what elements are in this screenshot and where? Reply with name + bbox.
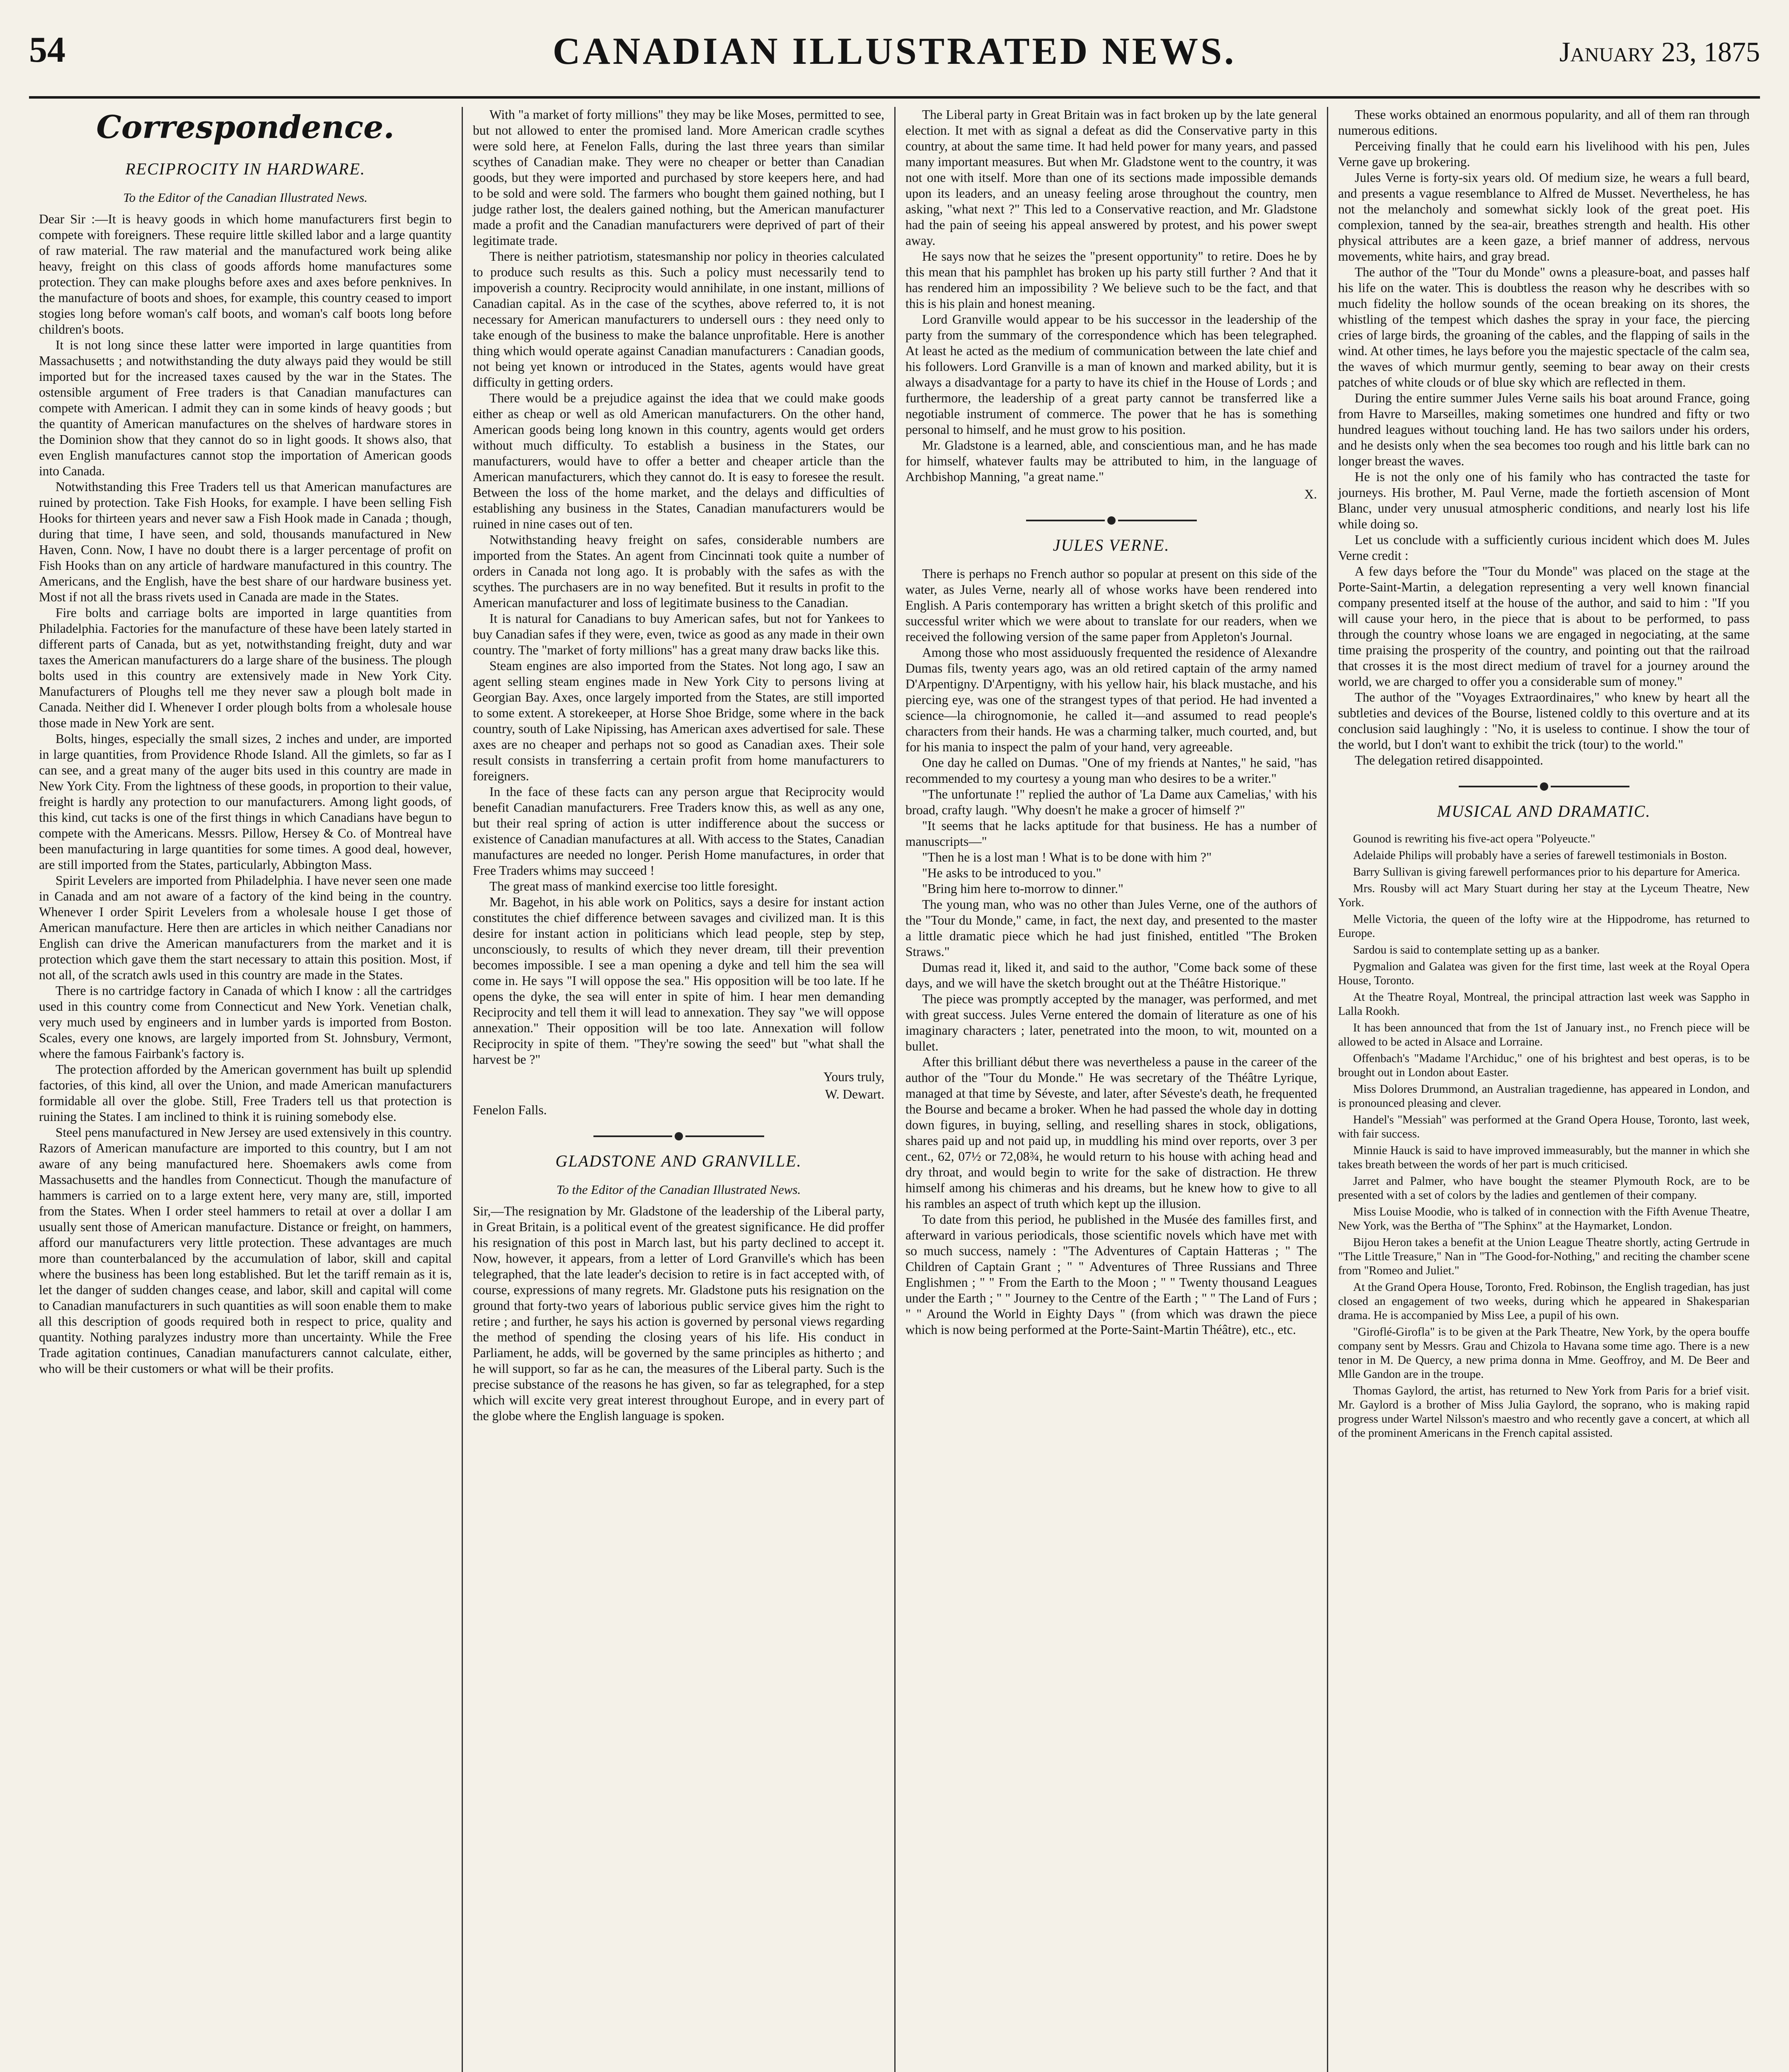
news-item: Offenbach's "Madame l'Archiduc," one of his brightest and best operas, is to be brought out in London about Easter. [1338,1052,1750,1079]
article-paragraph: To date from this period, he published in the Musée des familles first, and afterward in various periodicals, those scientific novels which have met with so much success, namely : "The Adventures of Captain Hatteras ; " The Children of Captain Grant ; " " Adventures of Three Russians and Three Englishmen ; " " From the Earth to the Moon ; " " Twenty thousand Leagues under the Earth ; " " Journey to the Centre of the Earth ; " " The Land of Furs ; " " Around the World in Eighty Days " (from which was drawn the piece which is now being performed at the Porte-Saint-Martin Théâtre), etc., etc. [905,1212,1317,1337]
column-2 [462,107,894,2072]
letter-signature: X. [1304,487,1317,501]
article-paragraph: "It seems that he lacks aptitude for that business. He has a number of manuscripts—" [905,818,1317,849]
article-paragraph: Steam engines are also imported from the States. Not long ago, I saw an agent selling steam engines made in New York City to persons living at Georgian Bay. Axes, once largely imported from the States, are still imported to some extent. A storekeeper, at Horse Shoe Bridge, some where in the back country, south of Lake Nipissing, has American axes advertised for sale. These axes are no cheaper and perhaps not so good as Canadian axes. Their sole result consists in transferring a certain profit from home manufacturers to foreigners. [473,658,884,783]
article-paragraph: With "a market of forty millions" they may be like Moses, permitted to see, but not allowed to enter the promised land. More American cradle scythes were sold here, at Fenelon Falls, during the last three years than similar scythes of Canadian make. They were no cheaper or better than Canadian goods, but they were imported and purchased by store keepers here, and had to be sold and were sold. The farmers who bought them gained nothing, but I judge rather lost, the dealers gained nothing, but the American manufacturer made a profit and the Canadian manufacturers were deprived of part of their legitimate trade. [473,107,884,248]
letter-signature: W. Dewart. [825,1087,884,1101]
article-paragraph: "Bring him here to-morrow to dinner." [922,881,1123,896]
article-paragraph: The piece was promptly accepted by the manager, was performed, and met with great success. Jules Verne entered the domain of literature as one of his imaginary characters ; later, penetrated into the moon, to wit, mounted on a bullet. [905,992,1317,1053]
letter-place: Fenelon Falls. [473,1103,547,1117]
article-paragraph: Spirit Levelers are imported from Philadelphia. I have never seen one made in Canada and am not aware of a factory of the kind being in the country. Whenever I order Spirit Levelers from a wholesale house I get those of American manufacture. Here then are articles in which neither Canadians nor English can drive the American manufacturers from the market and it is protection which gave them the start necessary to attain this position. Most, if not all, of the scratch awls used in this country are made in the States. [39,873,452,982]
article-paragraph: A few days before the "Tour du Monde" was placed on the stage at the Porte-Saint-Martin, a delegation representing a very well known financial company presented itself at the house of the author, and said to him : "If you will cause your hero, in the piece that is about to be performed, to pass through the country whose loans we are engaged in negociating, at the same time praising the prosperity of the country, and pointing out that the railroad that crosses it is the most direct medium of travel for a journey around the world, we are charged to offer you a considerable sum of money." [1338,564,1750,689]
article-paragraph: Bolts, hinges, especially the small sizes, 2 inches and under, are imported in large quantities, from Providence Rhode Island. All the gimlets, so far as I can see, and a great many of the auger bits used in this country are made in New York City. From the lightness of these goods, in proportion to their value, freight is hardly any protection to our manufacturers. Among light goods, of this kind, cut tacks is one of the first things in which Canadians have begun to compete with the Americans. Messrs. Pillow, Hersey & Co. of Montreal have been manufacturing in large quantities for some times. A good deal, however, are still imported from the States, particularly, Abbington Mass. [39,731,452,872]
news-item: "Giroflé-Girofla" is to be given at the Park Theatre, New York, by the opera bouffe company sent by Messrs. Grau and Chizola to Havana some time ago. There is a new tenor in M. De Quercy, a new prima donna in Mme. Geoffroy, and M. De Beer and Mlle Gandon are in the troupe. [1338,1326,1750,1381]
article-paragraph: There would be a prejudice against the idea that we could make goods either as cheap or well as old American manufacturers. On the other hand, American goods being long known in this country, agents would get orders without much difficulty. To establish a business in the States, our manufacturers, would have to offer a better and cheaper article than the American manufacturers, which they cannot do. It is easy to foresee the result. Between the loss of the home market, and the delays and difficulties of establishing any business in the States, Canadian manufacturers would be ruined in nine cases out of ten. [473,391,884,531]
article-paragraph: Notwithstanding heavy freight on safes, considerable numbers are imported from the States. An agent from Cincinnati took quite a number of orders in Canada not long ago. It is probably with the safes as with the scythes. The purchasers are in no way benefited. But it results in profit to the American manufacturer and loss of legitimate business to the Canadian. [473,533,884,610]
news-item: At the Grand Opera House, Toronto, Fred. Robinson, the English tragedian, has just closed an engagement of two weeks, during which he appeared in Shakesparian drama. He is accompanied by Miss Lee, a pupil of his own. [1338,1281,1750,1322]
news-item: Pygmalion and Galatea was given for the first time, last week at the Royal Opera House, Toronto. [1338,960,1750,987]
header-rule [29,96,1760,99]
article-paragraph: Notwithstanding this Free Traders tell us that American manufactures are ruined by protection. Take Fish Hooks, for example. I have been selling Fish Hooks for thirteen years and never saw a Fish Hook made in Canada ; though, during that time, I have seen, and sold, thousands manufactured in New Haven, Conn. Now, I have no doubt there is a larger percentage of profit on Fish Hooks than on any article of hardware manufactured in this country. The Americans, and the English, have the best share of our hardware business yet. Most if not all the brass rivets used in Canada are made in the States. [39,479,452,604]
article-paragraph: He is not the only one of his family who has contracted the taste for journeys. His brother, M. Paul Verne, made the fortieth ascension of Mont Blanc, under very unusual atmospheric conditions, and nearly lost his life while doing so. [1338,470,1750,531]
article-paragraph: The author of the "Voyages Extraordinaires," who knew by heart all the subtleties and devices of the Bourse, listened coldly to this overture and at its conclusion said laughingly : "No, it is useless to continue. I show the tour of the world, but I don't want to exhibit the trick (tour) to the world." [1338,690,1750,752]
news-item: Miss Dolores Drummond, an Australian tragedienne, has appeared in London, and is pronounced pleasing and clever. [1338,1083,1750,1110]
article-paragraph: The Liberal party in Great Britain was in fact broken up by the late general election. It met with as signal a defeat as did the Conservative party in this country, at about the same time. It had held power for many years, and passed many important measures. But when Mr. Gladstone went to the country, it was not one with itself. More than one of its sections made impossible demands upon its leaders, and an uneasy feeling arose throughout the country, men asking, "what next ?" This led to a Conservative reaction, and Mr. Gladstone had the pain of seeing his appeal answered by protest, and his power swept away. [905,107,1317,248]
article-paragraph: Fire bolts and carriage bolts are imported in large quantities from Philadelphia. Factories for the manufacture of these have been lately started in different parts of Canada, but as yet, notwithstanding freight, duty and war taxes the American manufacturers do a large share of the business. The plough bolts used in this country are extensively made in New York City. Manufacturers of Ploughs tell me they never saw a plough bolt made in Canada. Neither did I. Whenever I order plough bolts from a wholesale house those made in New York are sent. [39,605,452,730]
page-header [29,29,1760,91]
section-title: Correspondence. [96,109,395,145]
news-item: Gounod is rewriting his five-act opera "Polyeucte." [1353,833,1595,845]
article-paragraph: "The unfortunate !" replied the author of 'La Dame aux Camelias,' with his broad, crafty laugh. "Why doesn't he make a grocer of himself ?" [905,787,1317,817]
article-paragraph: There is no cartridge factory in Canada of which I know : all the cartridges used in this country come from Connecticut and New York. Venetian chalk, very much used by engineers and in lumber yards is imported from Boston. Scales, every one knows, are largely imported from St. Johnsbury, Vermont, where the famous Fairbank's factory is. [39,983,452,1061]
article-paragraph: The delegation retired disappointed. [1355,753,1543,767]
news-item: Minnie Hauck is said to have improved immeasurably, but the manner in which she takes breath between the words of her part is much criticised. [1338,1144,1750,1171]
article-paragraph: Steel pens manufactured in New Jersey are used extensively in this country. Razors of American manufacture are imported to this country, but I am not aware of any being manufactured here. Shoemakers awls come from Massachusetts and the handles from Connecticut. Though the manufacture of hammers is carried on to a large extent here, very many are, still, imported from the States. When I order steel hammers to retail at over a dollar I am usually sent those of American manufacture. Distance or freight, on hammers, afford our manufacturers very little protection. These advantages are much more than counterbalanced by the accumulation of labor, skill and capital where the business has been long established. But let the tariff remain as it is, let the danger of sudden changes cease, and labor, skill and capital will come to Canadian manufacturers in such quantities as will soon enable them to make all this description of goods required both in respect to price, quality and quantity. Nothing paralyzes industry more than uncertainty. While the Free Trade agitation continues, Canadian manufacturers cannot calculate, either, who will be their customers or what will be their profits. [39,1125,452,1376]
musical-items [1338,832,1750,1440]
article-paragraph: There is neither patriotism, statesmanship nor policy in theories calculated to produce such results as this. Such a policy must necessarily tend to impoverish a country. Reciprocity would annihilate, in one instant, millions of Canadian capital. As in the case of the scythes, above referred to, it is not necessary for American manufacturers to undersell ours : they need only to take enough of the business to make the balance unprofitable. Here is another thing which would operate against Canadian manufacturers : Canadian goods, not being yet known or introduced in the States, agents would have great difficulty in getting orders. [473,249,884,390]
jules-verne-title: JULES VERNE. [1053,536,1170,554]
section-divider [473,1132,884,1140]
issue-date: January 23, 1875 [1559,36,1760,68]
article-paragraph: "Then he is a lost man ! What is to be done with him ?" [922,850,1212,864]
column-4 [1327,107,1760,2072]
news-item: Melle Victoria, the queen of the lofty wire at the Hippodrome, has returned to Europe. [1338,913,1750,940]
news-item: Handel's "Messiah" was performed at the Grand Opera House, Toronto, last week, with fair success. [1338,1113,1750,1140]
article-paragraph: It is natural for Canadians to buy American safes, but not for Yankees to buy Canadian safes if they were, even, twice as good as any made in their own country. The "market of forty millions" has a great many draw backs like this. [473,611,884,657]
news-item: Jarret and Palmer, who have bought the steamer Plymouth Rock, are to be presented with a set of colors by the ladies and gentlemen of their company. [1338,1175,1750,1202]
article-paragraph: Dumas read it, liked it, and said to the author, "Come back some of these days, and we will have the sketch brought out at the Théâtre Historique." [905,960,1317,990]
column-1 [29,107,462,2072]
gladstone-title: GLADSTONE AND GRANVILLE. [555,1152,802,1170]
news-item: Thomas Gaylord, the artist, has returned to New York from Paris for a brief visit. Mr. Gaylord is a brother of Miss Julia Gaylord, the soprano, who is making rapid progress under Wartel Nilsson's maestro and who recently gave a concert, at which all of the prominent Americans in the French capital assisted. [1338,1385,1750,1440]
article-paragraph: "He asks to be introduced to you." [922,866,1101,880]
letter-closing: Yours truly, [823,1070,884,1084]
article-paragraph: It is not long since these latter were imported in large quantities from Massachusetts ; and notwithstanding the duty always paid they would be still imported but for the increased taxes caused by the war in the States. The ostensible argument of Free traders is that Canadian manufactures can compete with American. I admit they can in some kinds of heavy goods ; but the quantity of American manufactures on the shelves of hardware stores in the Dominion show that they cannot do so in light goods. It shows also, that even English manufactures cannot stop the importation of American goods into Canada. [39,338,452,478]
reciprocity-addressee: To the Editor of the Canadian Illustrated News. [123,190,368,205]
masthead: CANADIAN ILLUSTRATED NEWS. [552,30,1237,72]
article-paragraph: Jules Verne is forty-six years old. Of medium size, he wears a full beard, and presents a vague resemblance to Alfred de Musset. Nevertheless, he has not the melancholy and somewhat sickly look of the great poet. His complexion, tanned by the sea-air, breathes strength and health. His other physical attributes are a keen gaze, a brief manner of address, nervous movements, white hairs, and gray bread. [1338,170,1750,264]
article-paragraph: The young man, who was no other than Jules Verne, one of the authors of the "Tour du Monde," came, in fact, the next day, and presented to the master a little dramatic piece which he had just finished, entitled "The Broken Straws." [905,897,1317,959]
article-paragraph: The great mass of mankind exercise too little foresight. [489,879,778,893]
article-paragraph: Let us conclude with a sufficiently curious incident which does M. Jules Verne credit : [1338,533,1750,563]
gladstone-addressee: To the Editor of the Canadian Illustrated News. [556,1182,801,1197]
article-paragraph: The author of the "Tour du Monde" owns a pleasure-boat, and passes half his life on the water. This is doubtless the reason why he describes with so much fidelity the hollow sounds of the ocean breaking on its shores, the whistling of the tempest which dashes the spray in your face, the piercing cries of large birds, the groaning of the cables, and the flapping of sails in the wind. At other times, he lays before you the majestic spectacle of the calm sea, the waves of which murmur gently, seeming to bear away on their crests patches of white clouds or of blue sky which are reflected in them. [1338,265,1750,390]
article-paragraph: During the entire summer Jules Verne sails his boat around France, going from Havre to Marseilles, making sometimes one hundred and fifty or two hundred leagues without touching land. He has two sailors under his orders, and he desists only when the sea becomes too rough and his little bark can no longer breast the waves. [1338,391,1750,468]
news-item: Miss Louise Moodie, who is talked of in connection with the Fifth Avenue Theatre, New York, was the Bertha of "The Sphinx" at the Haymarket, London. [1338,1205,1750,1232]
article-paragraph: Sir,—The resignation by Mr. Gladstone of the leadership of the Liberal party, in Great Britain, is a political event of the greatest significance. He did proffer his resignation of this post in March last, but his party declined to accept it. Now, however, it appears, from a letter of Lord Granville's which has been telegraphed, that the late leader's decision to retire is in fact accepted with, of course, expressions of many regrets. Mr. Gladstone puts his resignation on the ground that forty-two years of laborious public service gives him the right to retire ; and further, he says his action is governed by personal views regarding the method of spending the closing years of his life. His conduct in Parliament, he adds, will be governed by the same principles as hitherto ; and he will support, so far as he can, the measures of the Liberal party. Such is the precise substance of the reasons he has given, so far as telegraphed, for a step which will excite very great interest throughout Europe, and in every part of the globe where the English language is spoken. [473,1204,884,1423]
section-divider [1338,782,1750,791]
news-item: Adelaide Philips will probably have a series of farewell testimonials in Boston. [1353,849,1727,862]
article-paragraph: Perceiving finally that he could earn his livelihood with his pen, Jules Verne gave up brokering. [1338,139,1750,169]
news-item: It has been announced that from the 1st of January inst., no French piece will be allowed to be acted in Alsace and Lorraine. [1338,1021,1750,1048]
column-3 [894,107,1327,2072]
musical-title: MUSICAL AND DRAMATIC. [1437,802,1651,821]
article-paragraph: Mr. Gladstone is a learned, able, and conscientious man, and he has made for himself, whatever faults may be attributed to him, in the language of Archbishop Manning, "a great name." [905,438,1317,484]
article-paragraph: These works obtained an enormous popularity, and all of them ran through numerous editions. [1338,107,1750,138]
article-paragraph: After this brilliant début there was nevertheless a pause in the career of the author of the "Tour du Monde." He was secretary of the Théâtre Lyrique, managed at that time by Séveste, and later, after Séveste's death, he frequented the Bourse and became a broker. When he had passed the whole day in dotting down figures, in buying, selling, and reselling shares in stock, obligations, shares paid up and not paid up, in muddling his mind over reports, over 3 per cent., 62, 07½ or 72,08¾, he would return to his house with aching head and dry throat, and would begin to write for the sake of distraction. He threw himself among his chimeras and his dreams, but he knew how to give to all his rambles an aspect of truth which kept up the illusion. [905,1055,1317,1211]
article-paragraph: There is perhaps no French author so popular at present on this side of the water, as Jules Verne, nearly all of whose works have been rendered into English. A Paris contemporary has written a bright sketch of this prolific and successful writer which we were about to translate for our readers, when we received the following version of the same paper from Appleton's Journal. [905,566,1317,644]
article-paragraph: One day he called on Dumas. "One of my friends at Nantes," he said, "has recommended to my courtesy a young man who desires to be a writer." [905,755,1317,786]
news-item: At the Theatre Royal, Montreal, the principal attraction last week was Sappho in Lalla Rookh. [1338,991,1750,1018]
article-paragraph: Lord Granville would appear to be his successor in the leadership of the party from the summary of the correspondence which has been telegraphed. At least he acted as the medium of communication between the late chief and his followers. Lord Granville is a man of known and marked ability, but it is always a disadvantage for a party to have its chief in the House of Lords ; and furthermore, the leadership of a great party cannot be transferred like a negotiable instrument of commerce. The power that he has is something personal to himself, and he must grow to his position. [905,312,1317,437]
article-paragraph: In the face of these facts can any person argue that Reciprocity would benefit Canadian manufacturers. Free Traders know this, as well as any one, but their real spring of action is utter indifference about the success or existence of Canadian manufactures at all. With access to the States, Canadian manufactures are needed no longer. Perish Home manufactures, in order that Free Traders whims may succeed ! [473,784,884,878]
article-paragraph: Dear Sir :—It is heavy goods in which home manufacturers first begin to compete with foreigners. These require little skilled labor and a large quantity of raw material. The raw material and the manufactured work being alike heavy, freight on this class of goods affords home manufactures some protection. They can make ploughs before axes and axes before penknives. In the manufacture of boots and shoes, for example, this country ceased to import stogies long before woman's calf boots, and woman's calf boots long before children's boots. [39,212,452,336]
article-paragraph: The protection afforded by the American government has built up splendid factories, of this kind, all over the Union, and made American manufacturers formidable all over the globe. Still, Free Traders tell us that protection is ruining the States. I am inclined to think it is ruining somebody else. [39,1062,452,1124]
page-number: 54 [29,30,65,70]
article-paragraph: He says now that he seizes the "present opportunity" to retire. Does he by this mean that his pamphlet has broken up his party still further ? And that it has rendered him an impossibility ? We believe such to be the fact, and that this is his plain and honest meaning. [905,249,1317,311]
section-divider [905,516,1317,525]
article-paragraph: Among those who most assiduously frequented the residence of Alexandre Dumas fils, twenty years ago, was an old retired captain of the army named D'Arpentigny. D'Arpentigny, with his yellow hair, his black mustache, and his piercing eye, was one of the strangest types of that period. He had invented a science—la chirognomonie, he called it—and assumed to read people's characters from their hands. He was a charming talker, much courted, and, but for his mania to inspect the palm of your hand, very agreeable. [905,645,1317,754]
article-paragraph: Mr. Bagehot, in his able work on Politics, says a desire for instant action constitutes the chief difference between savages and civilized man. It is this desire for instant action in politicians which lead people, step by step, unconsciously, to results of which they never dream, till their prevention becomes impossible. I see a man opening a dyke and tell him the sea will come in. He says "I will oppose the sea." His opposition will be too late. If he opens the dyke, the sea will enter in spite of him. I hear men demanding Reciprocity and tell them it will lead to annexation. They say "we will oppose annexation." Their opposition will be too late. Annexation will follow Reciprocity in spite of them. "They're sowing the seed" but "what shall the harvest be ?" [473,895,884,1067]
news-item: Sardou is said to contemplate setting up as a banker. [1353,944,1600,956]
page-columns [29,107,1760,2072]
news-item: Barry Sullivan is giving farewell performances prior to his departure for America. [1353,866,1740,879]
news-item: Mrs. Rousby will act Mary Stuart during her stay at the Lyceum Theatre, New York. [1338,882,1750,909]
news-item: Bijou Heron takes a benefit at the Union League Theatre shortly, acting Gertrude in "The Little Treasure," Nan in "The Good-for-Nothing," and reciting the chamber scene from "Romeo and Juliet." [1338,1236,1750,1277]
reciprocity-title: RECIPROCITY IN HARDWARE. [125,160,366,178]
